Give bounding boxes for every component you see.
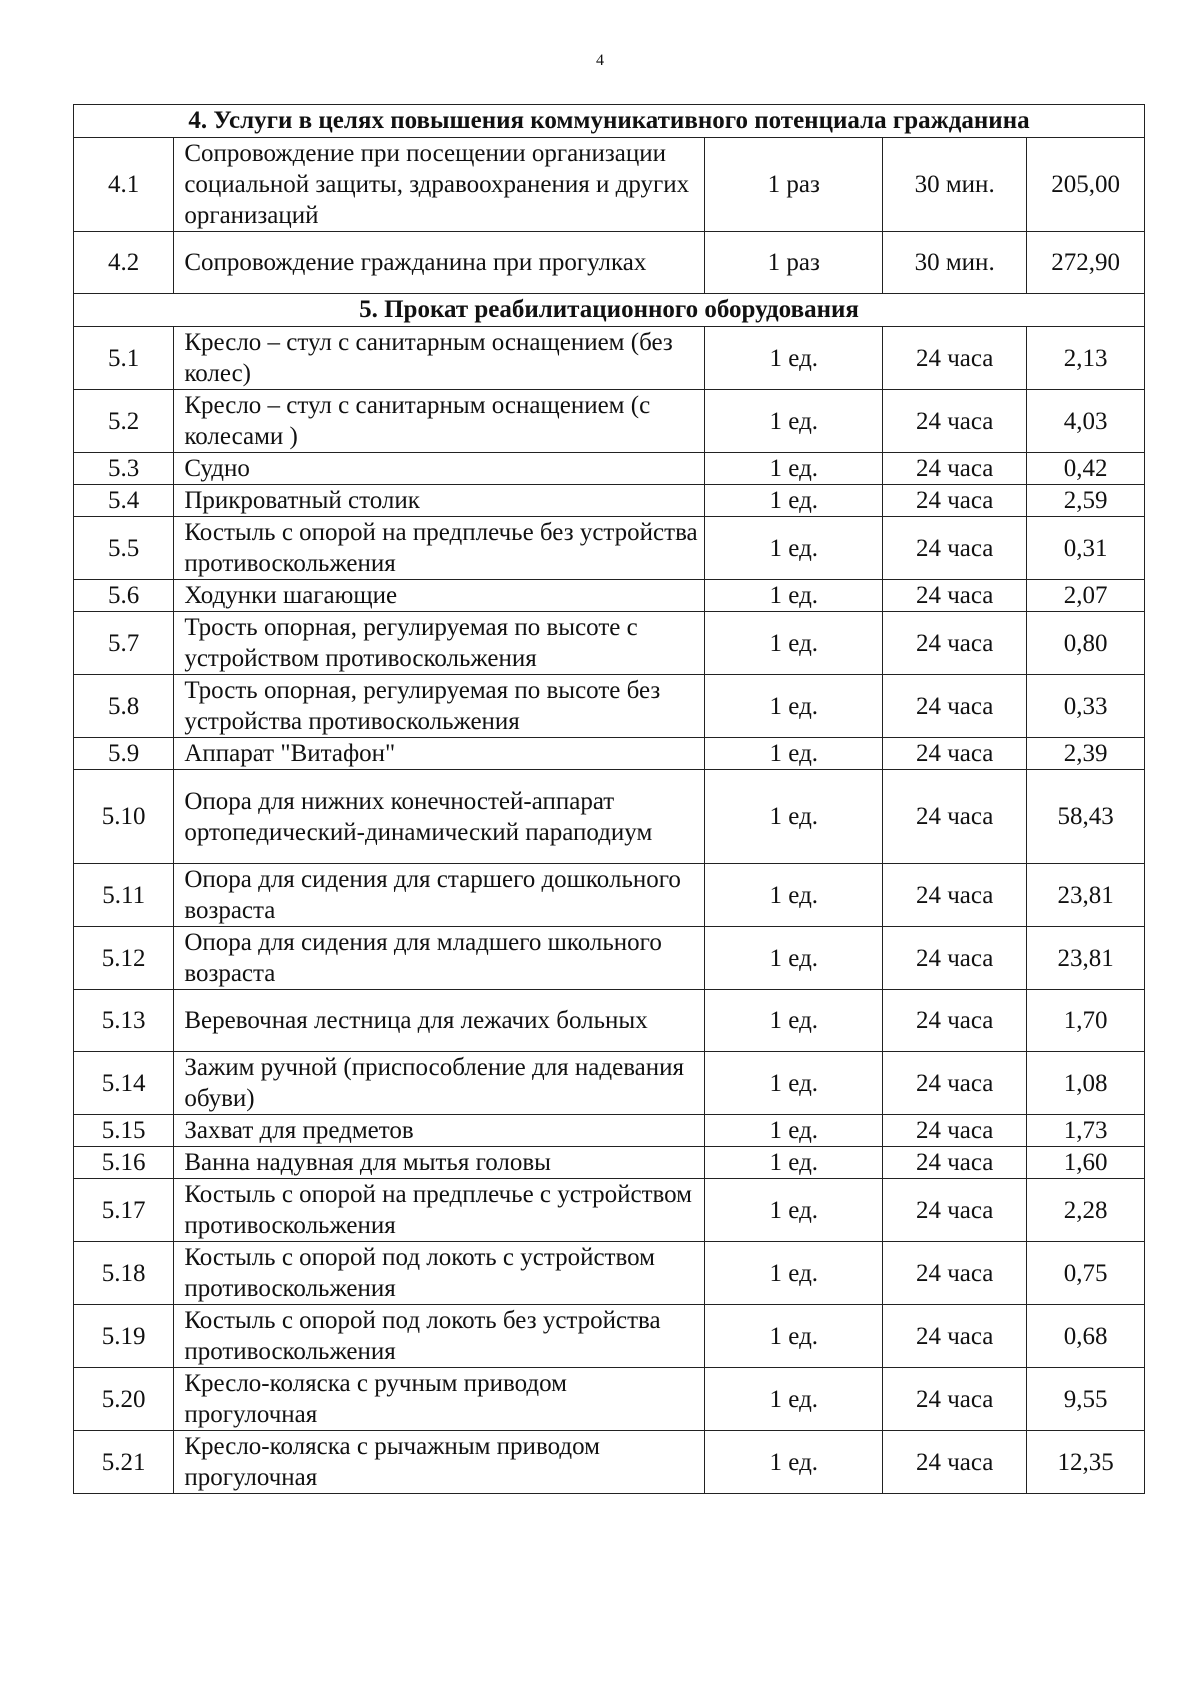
table-row xyxy=(74,770,1145,864)
price: 2,07 xyxy=(1027,580,1145,612)
service-name: Захват для предметов xyxy=(174,1115,705,1147)
duration: 24 часа xyxy=(883,580,1027,612)
unit-quantity: 1 ед. xyxy=(705,1179,883,1242)
duration: 24 часа xyxy=(883,927,1027,990)
page-number: 4 xyxy=(596,52,604,69)
services-table xyxy=(73,104,1145,1494)
duration: 24 часа xyxy=(883,1242,1027,1305)
table-row xyxy=(74,138,1145,232)
duration: 24 часа xyxy=(883,1368,1027,1431)
unit-quantity: 1 ед. xyxy=(705,517,883,580)
duration: 24 часа xyxy=(883,517,1027,580)
duration: 24 часа xyxy=(883,1305,1027,1368)
table-row xyxy=(74,1305,1145,1368)
duration: 24 часа xyxy=(883,675,1027,738)
price: 0,80 xyxy=(1027,612,1145,675)
table-row xyxy=(74,990,1145,1052)
duration: 24 часа xyxy=(883,453,1027,485)
service-name: Кресло-коляска с ручным приводом прогулочная xyxy=(174,1368,705,1431)
service-name: Веревочная лестница для лежачих больных xyxy=(174,990,705,1052)
price: 23,81 xyxy=(1027,927,1145,990)
service-name: Ванна надувная для мытья головы xyxy=(174,1147,705,1179)
row-number: 5.12 xyxy=(74,927,174,990)
table-row xyxy=(74,580,1145,612)
service-name: Трость опорная, регулируемая по высоте без устройства противоскольжения xyxy=(174,675,705,738)
duration: 24 часа xyxy=(883,1179,1027,1242)
table-row xyxy=(74,390,1145,453)
unit-quantity: 1 раз xyxy=(705,138,883,232)
service-name: Аппарат "Витафон" xyxy=(174,738,705,770)
row-number: 5.2 xyxy=(74,390,174,453)
unit-quantity: 1 ед. xyxy=(705,990,883,1052)
row-number: 5.16 xyxy=(74,1147,174,1179)
service-name: Костыль с опорой под локоть с устройством противоскольжения xyxy=(174,1242,705,1305)
row-number: 5.15 xyxy=(74,1115,174,1147)
price: 4,03 xyxy=(1027,390,1145,453)
price: 272,90 xyxy=(1027,232,1145,294)
service-name: Трость опорная, регулируемая по высоте с устройством противоскольжения xyxy=(174,612,705,675)
table-row xyxy=(74,453,1145,485)
table-row xyxy=(74,927,1145,990)
service-name: Зажим ручной (приспособление для надевания обуви) xyxy=(174,1052,705,1115)
table-row xyxy=(74,1052,1145,1115)
table-row xyxy=(74,327,1145,390)
table-row xyxy=(74,1115,1145,1147)
service-name: Кресло – стул с санитарным оснащением (с колесами ) xyxy=(174,390,705,453)
price: 0,75 xyxy=(1027,1242,1145,1305)
unit-quantity: 1 ед. xyxy=(705,864,883,927)
unit-quantity: 1 ед. xyxy=(705,612,883,675)
unit-quantity: 1 ед. xyxy=(705,580,883,612)
row-number: 5.5 xyxy=(74,517,174,580)
duration: 24 часа xyxy=(883,327,1027,390)
service-name: Костыль с опорой на предплечье без устройства противоскольжения xyxy=(174,517,705,580)
price: 1,60 xyxy=(1027,1147,1145,1179)
unit-quantity: 1 ед. xyxy=(705,1147,883,1179)
unit-quantity: 1 ед. xyxy=(705,1115,883,1147)
row-number: 5.4 xyxy=(74,485,174,517)
table-row xyxy=(74,675,1145,738)
price: 0,42 xyxy=(1027,453,1145,485)
services-table-body xyxy=(74,105,1145,1494)
duration: 24 часа xyxy=(883,1115,1027,1147)
row-number: 4.2 xyxy=(74,232,174,294)
row-number: 5.7 xyxy=(74,612,174,675)
row-number: 5.17 xyxy=(74,1179,174,1242)
section-title: 4. Услуги в целях повышения коммуникативного потенциала гражданина xyxy=(74,105,1145,138)
table-row xyxy=(74,738,1145,770)
section-header-row xyxy=(74,105,1145,138)
row-number: 5.8 xyxy=(74,675,174,738)
row-number: 5.1 xyxy=(74,327,174,390)
unit-quantity: 1 ед. xyxy=(705,675,883,738)
price: 1,70 xyxy=(1027,990,1145,1052)
price: 0,33 xyxy=(1027,675,1145,738)
unit-quantity: 1 ед. xyxy=(705,927,883,990)
price: 1,08 xyxy=(1027,1052,1145,1115)
service-name: Судно xyxy=(174,453,705,485)
price: 12,35 xyxy=(1027,1431,1145,1494)
table-row xyxy=(74,517,1145,580)
duration: 24 часа xyxy=(883,770,1027,864)
service-name: Костыль с опорой на предплечье с устройством противоскольжения xyxy=(174,1179,705,1242)
duration: 24 часа xyxy=(883,864,1027,927)
section-header-row xyxy=(74,294,1145,327)
price: 9,55 xyxy=(1027,1368,1145,1431)
unit-quantity: 1 ед. xyxy=(705,1431,883,1494)
service-name: Ходунки шагающие xyxy=(174,580,705,612)
service-name: Сопровождение при посещении организации социальной защиты, здравоохранения и других организаций xyxy=(174,138,705,232)
unit-quantity: 1 ед. xyxy=(705,485,883,517)
price: 2,39 xyxy=(1027,738,1145,770)
price: 0,31 xyxy=(1027,517,1145,580)
unit-quantity: 1 ед. xyxy=(705,453,883,485)
table-row xyxy=(74,1368,1145,1431)
table-row xyxy=(74,1147,1145,1179)
row-number: 5.13 xyxy=(74,990,174,1052)
row-number: 5.14 xyxy=(74,1052,174,1115)
table-row xyxy=(74,864,1145,927)
price: 2,59 xyxy=(1027,485,1145,517)
row-number: 5.18 xyxy=(74,1242,174,1305)
row-number: 4.1 xyxy=(74,138,174,232)
unit-quantity: 1 ед. xyxy=(705,327,883,390)
row-number: 5.20 xyxy=(74,1368,174,1431)
row-number: 5.6 xyxy=(74,580,174,612)
duration: 24 часа xyxy=(883,485,1027,517)
row-number: 5.10 xyxy=(74,770,174,864)
service-name: Прикроватный столик xyxy=(174,485,705,517)
unit-quantity: 1 ед. xyxy=(705,1242,883,1305)
unit-quantity: 1 ед. xyxy=(705,738,883,770)
unit-quantity: 1 раз xyxy=(705,232,883,294)
row-number: 5.9 xyxy=(74,738,174,770)
table-row xyxy=(74,1242,1145,1305)
service-name: Опора для сидения для старшего дошкольного возраста xyxy=(174,864,705,927)
service-name: Костыль с опорой под локоть без устройства противоскольжения xyxy=(174,1305,705,1368)
duration: 24 часа xyxy=(883,1052,1027,1115)
row-number: 5.21 xyxy=(74,1431,174,1494)
table-row xyxy=(74,1179,1145,1242)
unit-quantity: 1 ед. xyxy=(705,1305,883,1368)
service-name: Кресло-коляска с рычажным приводом прогулочная xyxy=(174,1431,705,1494)
service-name: Опора для нижних конечностей-аппарат ортопедический-динамический параподиум xyxy=(174,770,705,864)
price: 23,81 xyxy=(1027,864,1145,927)
duration: 24 часа xyxy=(883,612,1027,675)
duration: 24 часа xyxy=(883,1147,1027,1179)
row-number: 5.3 xyxy=(74,453,174,485)
unit-quantity: 1 ед. xyxy=(705,390,883,453)
unit-quantity: 1 ед. xyxy=(705,770,883,864)
row-number: 5.11 xyxy=(74,864,174,927)
price: 58,43 xyxy=(1027,770,1145,864)
row-number: 5.19 xyxy=(74,1305,174,1368)
unit-quantity: 1 ед. xyxy=(705,1368,883,1431)
service-name: Сопровождение гражданина при прогулках xyxy=(174,232,705,294)
service-name: Опора для сидения для младшего школьного возраста xyxy=(174,927,705,990)
duration: 24 часа xyxy=(883,390,1027,453)
table-row xyxy=(74,232,1145,294)
duration: 24 часа xyxy=(883,990,1027,1052)
service-name: Кресло – стул с санитарным оснащением (без колес) xyxy=(174,327,705,390)
price: 1,73 xyxy=(1027,1115,1145,1147)
duration: 30 мин. xyxy=(883,232,1027,294)
table-row xyxy=(74,485,1145,517)
price: 2,28 xyxy=(1027,1179,1145,1242)
table-row xyxy=(74,1431,1145,1494)
price: 205,00 xyxy=(1027,138,1145,232)
section-title: 5. Прокат реабилитационного оборудования xyxy=(74,294,1145,327)
duration: 24 часа xyxy=(883,738,1027,770)
price: 2,13 xyxy=(1027,327,1145,390)
duration: 30 мин. xyxy=(883,138,1027,232)
price: 0,68 xyxy=(1027,1305,1145,1368)
unit-quantity: 1 ед. xyxy=(705,1052,883,1115)
table-row xyxy=(74,612,1145,675)
duration: 24 часа xyxy=(883,1431,1027,1494)
